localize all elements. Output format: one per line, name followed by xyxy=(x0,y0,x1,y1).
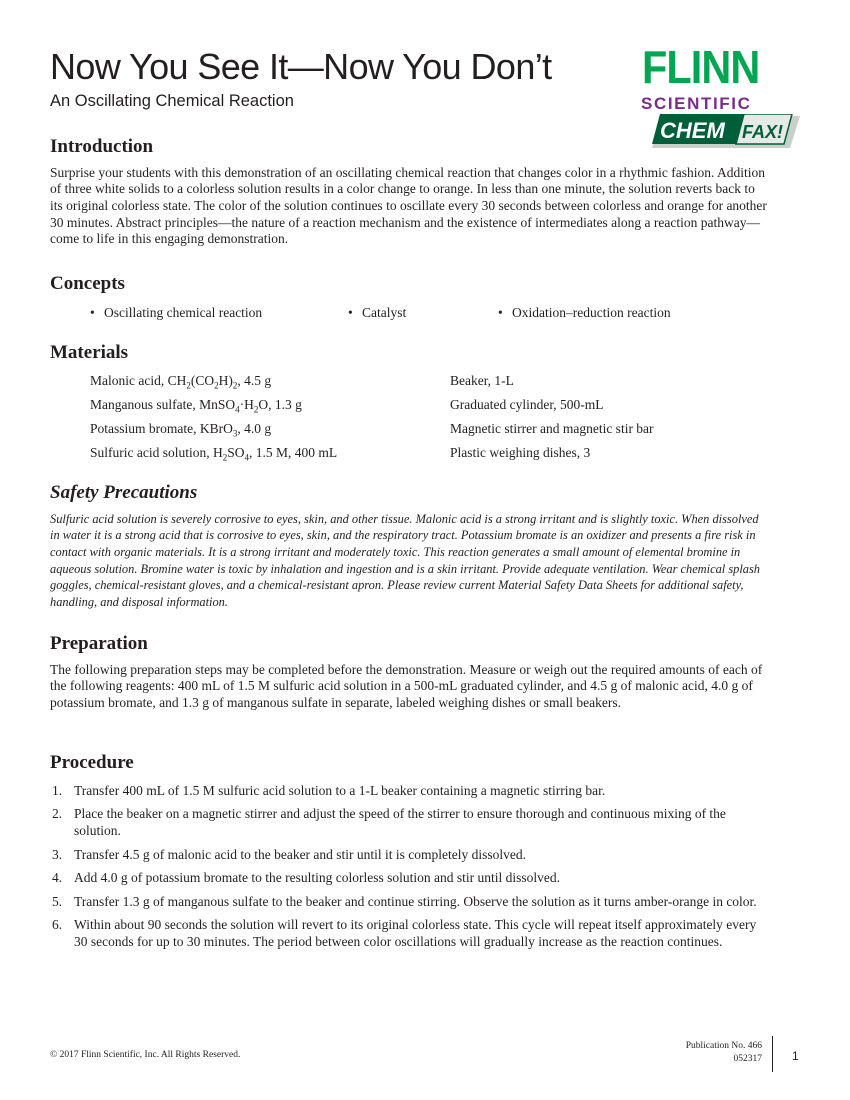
material-item: Graduated cylinder, 500-mL xyxy=(450,396,604,412)
materials-chemicals-column xyxy=(90,369,337,465)
concept-label: Oscillating chemical reaction xyxy=(104,304,263,320)
subscript: 2 xyxy=(253,404,259,415)
material-text: O, 1.3 g xyxy=(258,396,302,412)
subscript: 2 xyxy=(214,380,219,391)
subscript: 4 xyxy=(244,452,249,463)
material-item xyxy=(90,441,337,465)
material-item xyxy=(90,369,337,393)
step-number: 5. xyxy=(52,893,63,909)
materials-equipment-column xyxy=(450,369,654,465)
material-text: Malonic acid, CH xyxy=(90,372,187,388)
material-item xyxy=(90,393,337,417)
introduction-section xyxy=(50,136,770,248)
material-item: Magnetic stirrer and magnetic stir bar xyxy=(450,420,654,436)
subscript: 2 xyxy=(186,380,191,391)
materials-section xyxy=(50,342,770,465)
preparation-section xyxy=(50,633,770,712)
safety-heading: Safety Precautions xyxy=(50,482,198,503)
procedure-step xyxy=(50,783,770,800)
subscript: 2 xyxy=(222,452,228,463)
step-number: 2. xyxy=(52,806,63,822)
material-item: Plastic weighing dishes, 3 xyxy=(450,444,591,460)
step-text: Place the beaker on a magnetic stirrer and adjust the speed of the stirrer to ensure thorough and continuous mixing of the solution. xyxy=(74,806,726,838)
logo-flinn-text: FLINN xyxy=(642,41,760,93)
step-text: Within about 90 seconds the solution will revert to its original colorless state. This cycle will repeat itself approximately every 30 seconds for up to 30 minutes. The period between color oscillations will gradually increase as the reaction continues. xyxy=(74,917,757,949)
subscript: 3 xyxy=(232,428,238,439)
step-text: Transfer 1.3 g of manganous sulfate to the beaker and continue stirring. Observe the solution as it turns amber-orange in color. xyxy=(74,893,757,909)
material-text: ·H xyxy=(239,396,254,412)
material-text: H) xyxy=(218,372,233,388)
procedure-step xyxy=(50,806,770,839)
logo-chem-text: CHEM xyxy=(660,118,725,143)
materials-list xyxy=(50,369,770,465)
material-text: , 4.5 g xyxy=(237,372,272,388)
step-number: 6. xyxy=(52,917,63,933)
bullet: • xyxy=(348,304,353,320)
footer-copyright: © 2017 Flinn Scientific, Inc. All Rights Reserved. xyxy=(50,1050,241,1060)
concepts-heading: Concepts xyxy=(50,273,125,294)
material-text: Potassium bromate, KBrO xyxy=(90,420,233,436)
introduction-text: Surprise your students with this demonstration of an oscillating chemical reaction that changes color in a rhythmic fashion. Addition of three white solids to a colorless solution results in a color change to orange. In less than one minute, the solution reverts back to its original colorless state. The color of the solution continues to oscillate every 30 seconds between colorless and orange for another 30 minutes. Abstract principles—the nature of a reaction mechanism and the existence of intermediates along a reaction pathway—come to life in this engaging demonstration. xyxy=(50,164,767,247)
material-text: SO xyxy=(227,444,245,460)
concepts-section xyxy=(50,273,770,325)
concept-label: Oxidation–reduction reaction xyxy=(512,304,671,320)
publication-number: Publication No. 466 xyxy=(685,1041,762,1051)
procedure-step xyxy=(50,870,770,887)
page-number: 1 xyxy=(792,1049,799,1063)
procedure-heading: Procedure xyxy=(50,752,134,773)
material-text: (CO xyxy=(190,372,215,388)
safety-section xyxy=(50,482,770,610)
page-title: Now You See It—Now You Don’t xyxy=(50,46,552,87)
procedure-step xyxy=(50,847,770,864)
procedure-step xyxy=(50,917,770,950)
page-subtitle: An Oscillating Chemical Reaction xyxy=(50,92,294,110)
step-number: 1. xyxy=(52,782,63,798)
step-text: Add 4.0 g of potassium bromate to the resulting colorless solution and stir until dissolved. xyxy=(74,870,560,886)
procedure-step xyxy=(50,894,770,911)
publication-code: 052317 xyxy=(733,1054,762,1064)
safety-text: Sulfuric acid solution is severely corrosive to eyes, skin, and other tissue. Malonic acid is a strong irritant and is slightly toxic. When dissolved in water it is a strong acid that is corrosive to eyes, skin, and the respiratory tract. Potassium bromate is an oxidizer and presents a fire risk in contact with organic materials. It is a strong irritant and moderately toxic. This reaction generates a small amount of elemental bromine in aqueous solution. Bromine water is toxic by inhalation and ingestion and is a skin irritant. Provide adequate ventilation. Wear chemical splash goggles, chemical-resistant gloves, and a chemical-resistant apron. Please review current Material Safety Data Sheets for additional safety, handling, and disposal information. xyxy=(50,511,760,609)
introduction-heading: Introduction xyxy=(50,136,154,157)
concept-item xyxy=(498,305,671,321)
step-text: Transfer 4.5 g of malonic acid to the beaker and stir until it is completely dissolved. xyxy=(74,846,527,862)
step-number: 4. xyxy=(52,870,63,886)
concept-label: Catalyst xyxy=(362,304,407,320)
material-text: Sulfuric acid solution, H xyxy=(90,444,223,460)
procedure-section xyxy=(50,752,770,958)
footer-publication xyxy=(686,1040,762,1066)
subscript: 2 xyxy=(232,380,238,391)
material-item: Beaker, 1-L xyxy=(450,372,514,388)
preparation-text: The following preparation steps may be completed before the demonstration. Measure or weigh out the required amounts of each of the following reagents: 400 mL of 1.5 M sulfuric acid solution in a 500-mL graduated cylinder, and 4.5 g of malonic acid, 4.0 g of potassium bromate, and 1.3 g of manganous sulfate in separate, labeled weighing dishes or small beakers. xyxy=(50,661,763,710)
material-text: Manganous sulfate, MnSO xyxy=(90,396,236,412)
step-number: 3. xyxy=(52,846,63,862)
material-text: , 1.5 M, 400 mL xyxy=(249,444,338,460)
concept-item xyxy=(90,305,262,321)
bullet: • xyxy=(498,304,503,320)
materials-heading: Materials xyxy=(50,342,129,363)
concepts-list xyxy=(50,305,770,325)
preparation-heading: Preparation xyxy=(50,633,148,654)
step-text: Transfer 400 mL of 1.5 M sulfuric acid solution to a 1-L beaker containing a magnetic stirring bar. xyxy=(74,782,606,798)
logo-fax-text: FAX! xyxy=(742,122,784,142)
material-item xyxy=(90,417,337,441)
concept-item xyxy=(348,305,406,321)
logo-scientific-text: SCIENTIFIC xyxy=(641,94,752,113)
bullet: • xyxy=(90,304,95,320)
subscript: 4 xyxy=(235,404,240,415)
material-text: , 4.0 g xyxy=(237,420,272,436)
procedure-steps xyxy=(50,783,770,951)
footer-divider xyxy=(772,1036,773,1072)
